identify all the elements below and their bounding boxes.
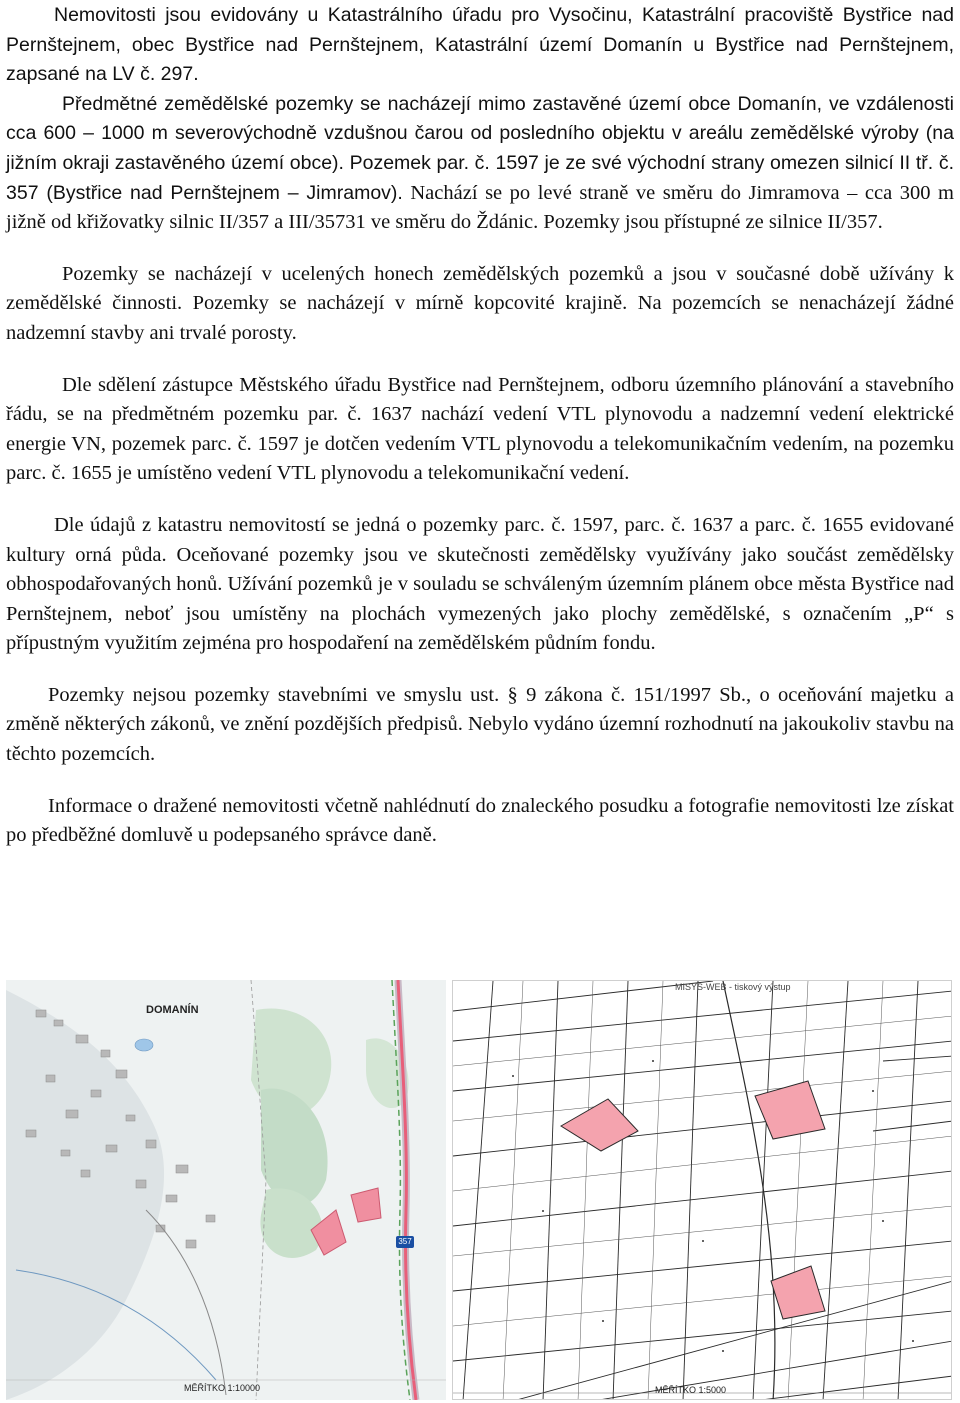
paragraph-utilities: Dle sdělení zástupce Městského úřadu Bystřice nad Pernštejnem, odboru územního plánování a stavebního řádu, se na předmětném pozemku par. č. 1637 nachází vedení VTL plynovodu a nadzemní vedení elektrické energie VN, pozemek parc. č. 1597 je dotčen vedením VTL plynovodu a telekomunikačním vedením, na pozemku parc. č. 1655 je umístěno vedení VTL plynovodu a telekomunikační vedení. — [6, 373, 954, 485]
cadastral-map — [452, 980, 952, 1400]
map-figures — [6, 980, 954, 1400]
overview-map-graphic — [6, 980, 446, 1400]
paragraph-contact-info: Informace o dražené nemovitosti včetně nahlédnutí do znaleckého posudku a fotografie nemovitosti lze získat po předběžné domluvě u podepsaného správce daně. — [6, 794, 954, 847]
paragraph-location — [6, 90, 954, 238]
road-number-badge: 357 — [396, 1236, 414, 1248]
document-page — [6, 0, 954, 851]
paragraph-land-use: Pozemky se nacházejí v ucelených honech zemědělských pozemků a jsou v současné době užívány k zemědělské činnosti. Pozemky se nacházejí v mírně kopcovité krajině. Na pozemcích se nenacházejí žádné nadzemní stavby ani trvalé porosty. — [6, 262, 954, 344]
paragraph-building-status: Pozemky nejsou pozemky stavebními ve smyslu ust. § 9 zákona č. 151/1997 Sb., o oceňování majetku a změně některých zákonů, ve znění pozdějších předpisů. Nebylo vydáno územní rozhodnutí na jakoukoliv stavbu na těchto pozemcích. — [6, 683, 954, 766]
cadastral-map-graphic — [453, 981, 952, 1400]
cadastral-map-header: MISYS-WEB - tiskový výstup — [675, 982, 791, 992]
paragraph-cadastre-culture: Dle údajů z katastru nemovitostí se jedná o pozemky parc. č. 1597, parc. č. 1637 a parc. č. 1655 evidované kultury orná půda. Oceňované pozemky jsou ve skutečnosti zemědělsky využívány jako součást zemědělsky obhospodařovaných honů. Užívání pozemků je v souladu se schváleným územním plánem obce města Bystřice nad Pernštejnem, neboť jsou umístěny na plochách vymezených jako plochy zemědělské, s označením „P“ s přípustným využitím zejména pro hospodaření na zemědělském půdním fondu. — [6, 513, 954, 655]
cadastral-map-scale: MĚŘÍTKO 1:5000 — [655, 1385, 727, 1395]
paragraph-location-part-b: Nachází se po levé straně ve směru do Jimramova – cca 300 m jižně od křižovatky silnic II/357 a III/35731 ve směru do Ždánic. Pozemky jsou přístupné ze silnice II/357. — [6, 181, 954, 234]
town-label: DOMANÍN — [146, 1004, 199, 1016]
paragraph-property-registration: Nemovitosti jsou evidovány u Katastrálního úřadu pro Vysočinu, Katastrální pracoviště Bystřice nad Pernštejnem, obec Bystřice nad Pernštejnem, Katastrální území Domanín u Bystřice nad Pernštejnem, zapsané na LV č. 297. — [6, 4, 954, 86]
overview-map-scale: MĚŘÍTKO 1:10000 — [184, 1383, 261, 1393]
overview-map — [6, 980, 446, 1400]
paragraph-location-part-a: Předmětné zemědělské pozemky se nacházejí mimo zastavěné území obce Domanín, ve vzdálenosti cca 600 – 1000 m severovýchodně vzdušnou čarou od posledního objektu v areálu zemědělské výroby (na jižním okraji zastavěného území obce). Pozemek par. č. 1597 je ze své východní strany omezen silnicí II tř. č. 357 (Bystřice nad Pernštejnem – Jimramov). — [6, 92, 954, 204]
